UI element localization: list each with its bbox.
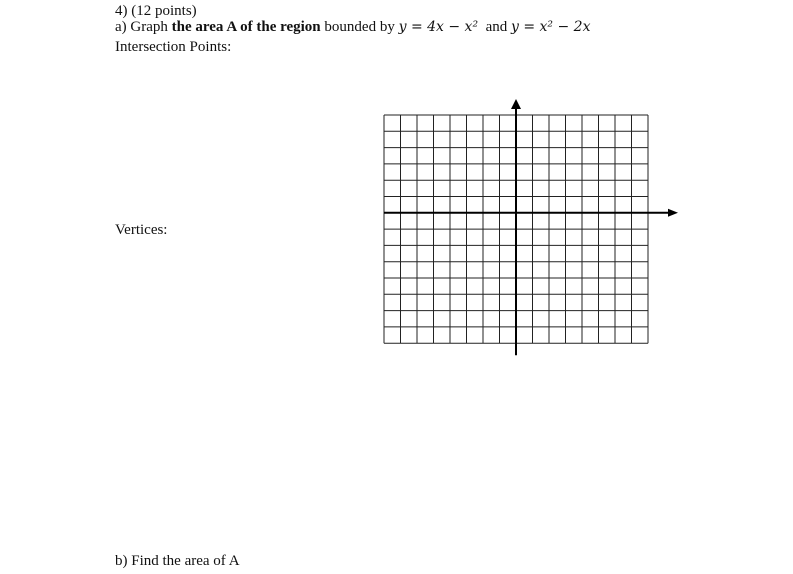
part-b-prompt: b) Find the area of A [115, 553, 240, 569]
part-a-middle: bounded by [320, 19, 399, 35]
vertices-label: Vertices: [115, 222, 168, 238]
axes [384, 99, 678, 355]
equation-1: y = 4x − x² [398, 19, 479, 35]
y-axis-arrow-icon [511, 99, 521, 109]
part-a-connector: and [485, 19, 508, 35]
question-header: 4) (12 points) [115, 3, 197, 19]
x-axis-arrow-icon [668, 209, 678, 217]
part-a-prefix: a) Graph [115, 19, 172, 35]
equation-2: y = x² − 2x [510, 19, 591, 35]
part-a-emphasis: the area A of the region [171, 19, 321, 35]
intersection-points-label: Intersection Points: [115, 39, 232, 55]
